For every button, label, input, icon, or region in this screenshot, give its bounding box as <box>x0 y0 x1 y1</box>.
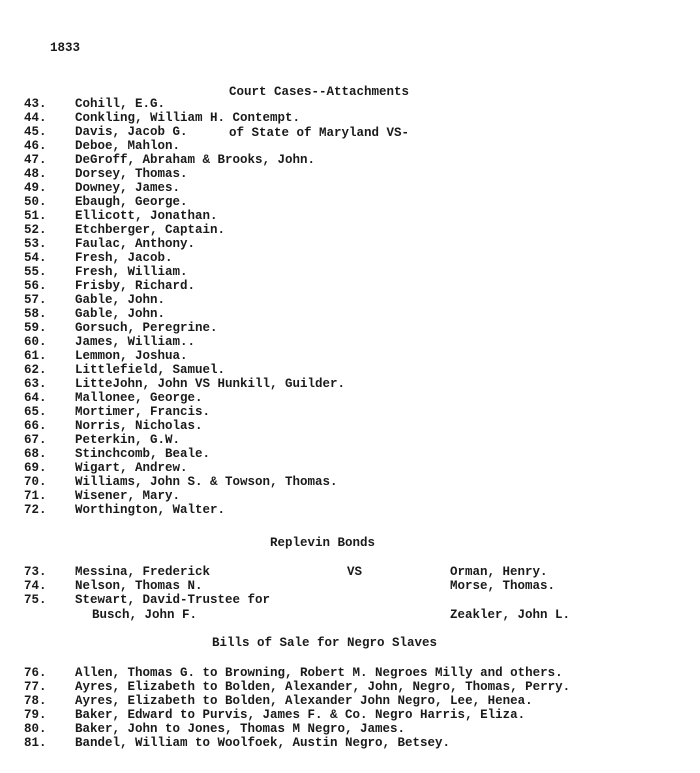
bills-heading: Bills of Sale for Negro Slaves <box>212 636 438 650</box>
page-year: 1833 <box>50 41 81 55</box>
vs-label: VS <box>347 565 363 579</box>
replevin-heading: Replevin Bonds <box>270 536 376 550</box>
document-title <box>229 58 409 155</box>
title-line-2: of State of Maryland VS- <box>229 125 410 140</box>
title-line-1: Court Cases--Attachments <box>229 84 410 99</box>
